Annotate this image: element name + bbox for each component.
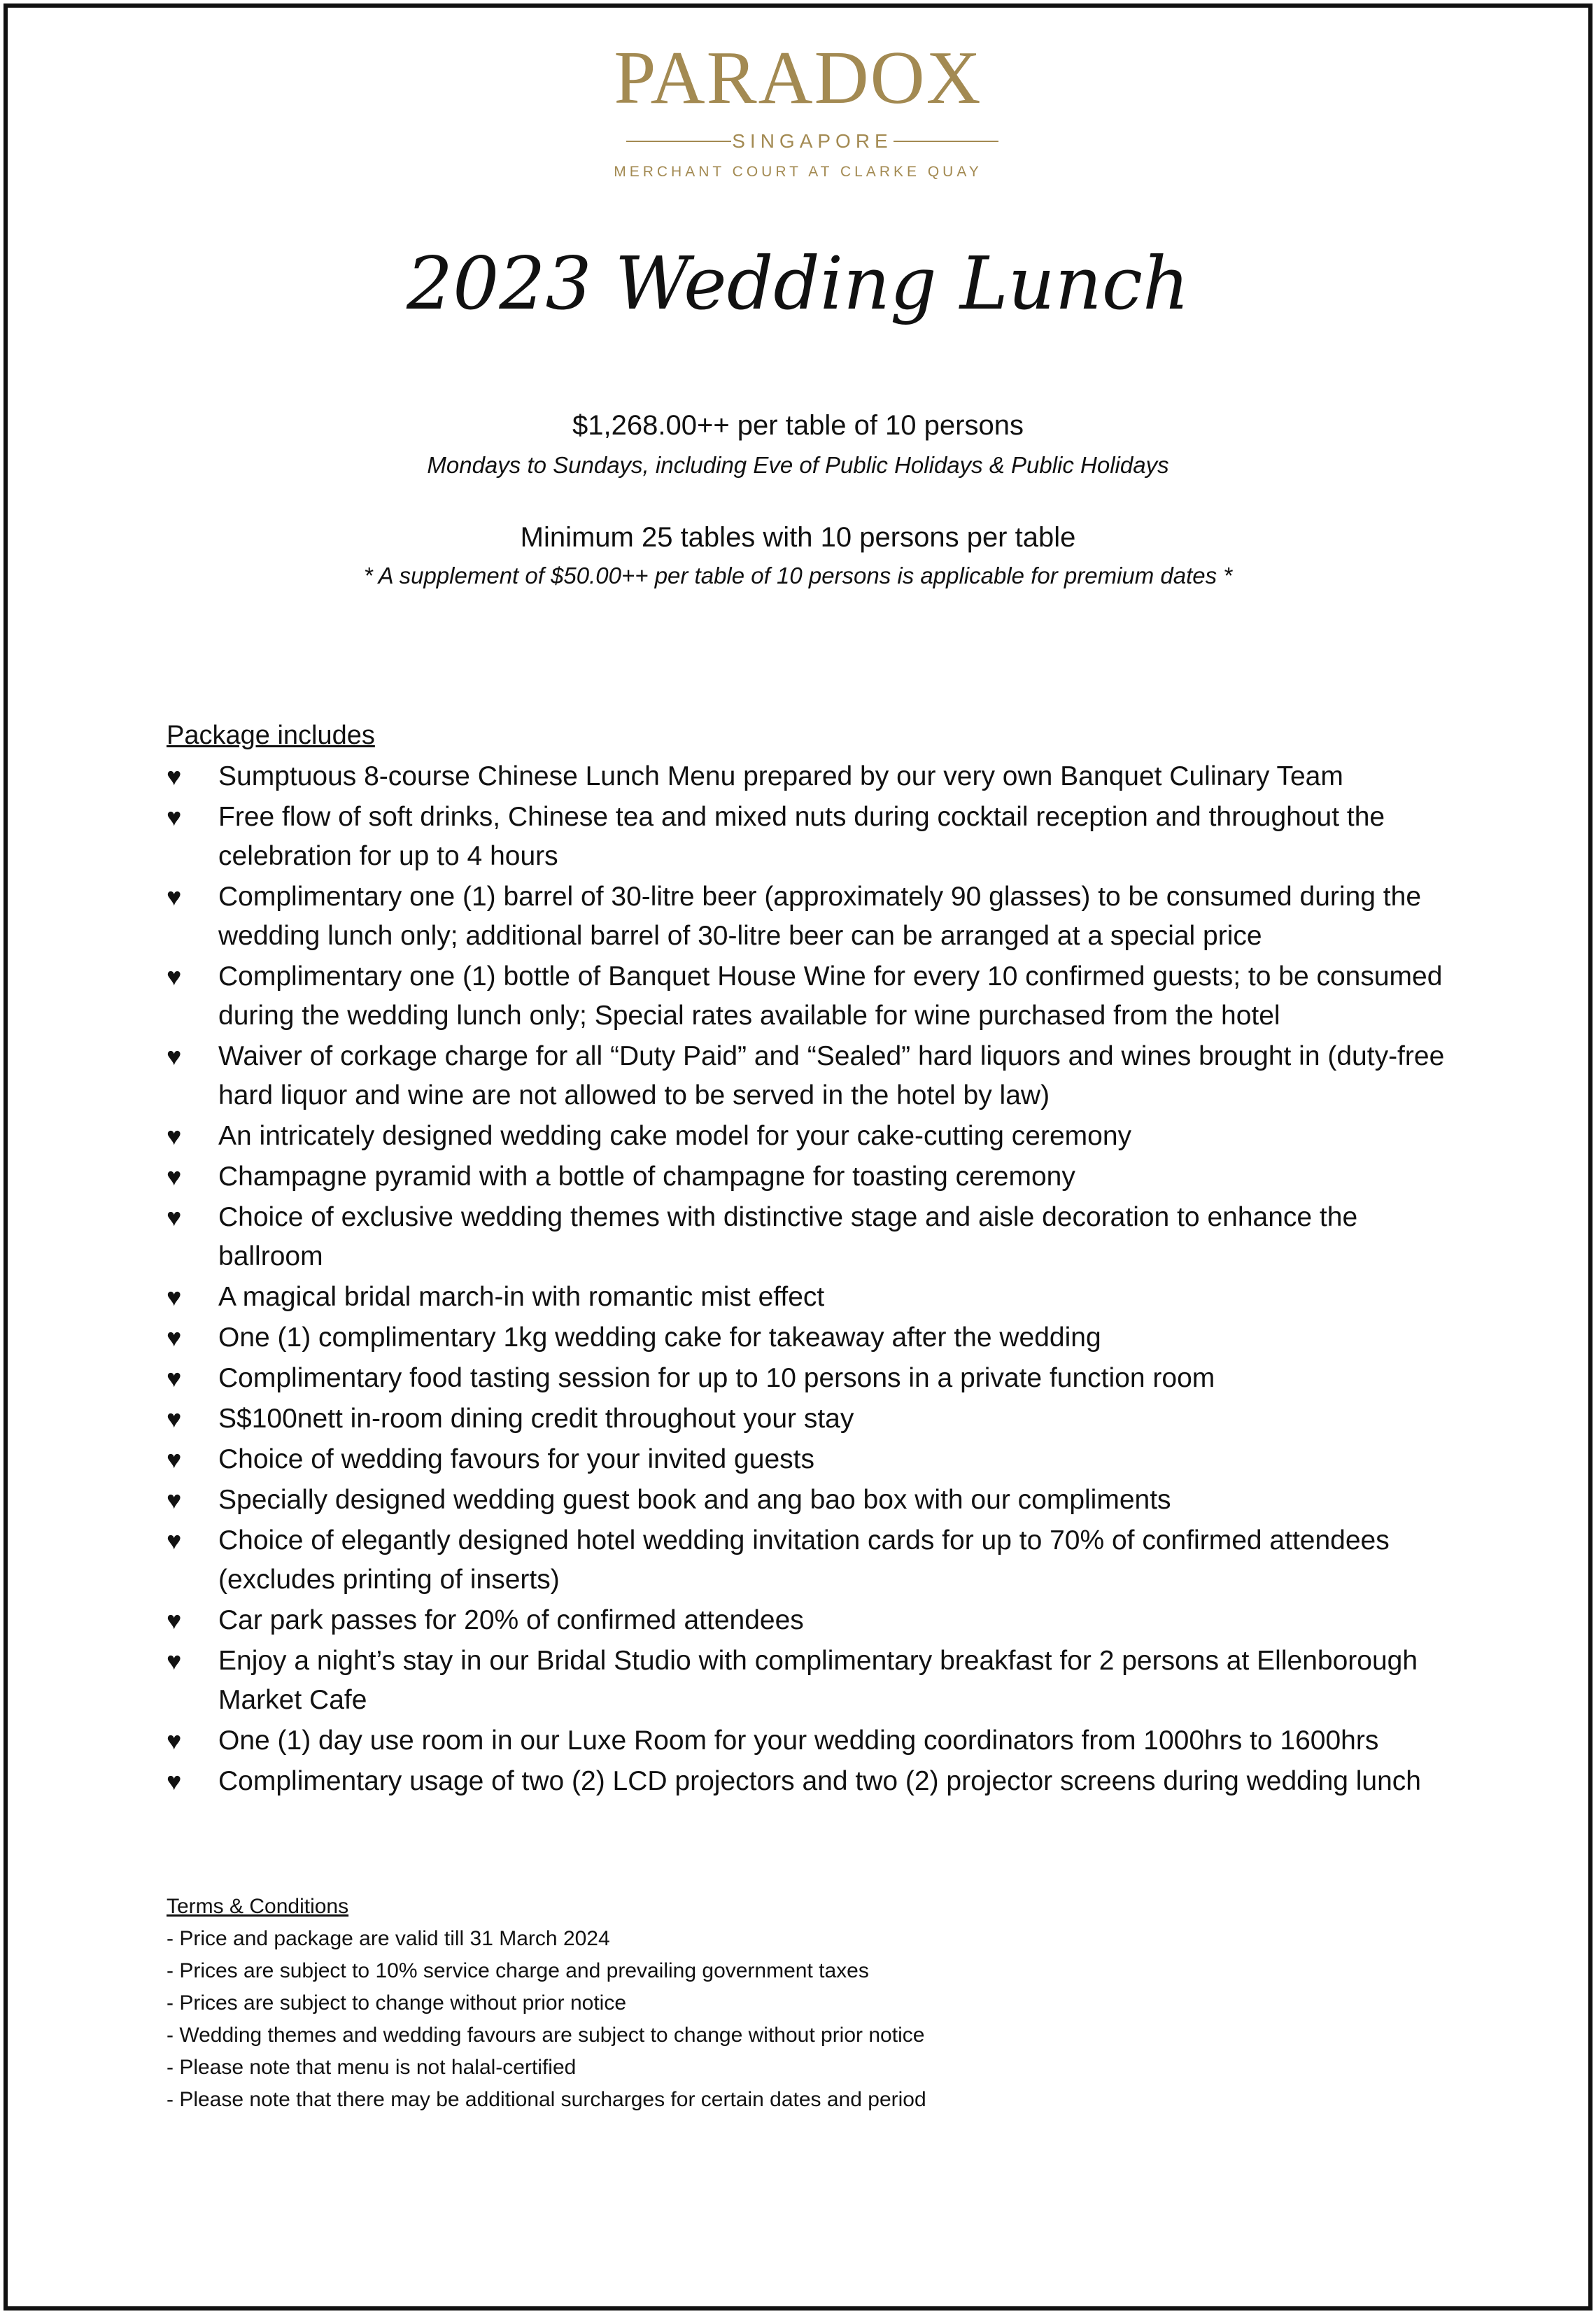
heart-icon: ♥ bbox=[167, 1486, 182, 1514]
terms-item: - Please note that menu is not halal-certified bbox=[167, 2056, 577, 2079]
brand-rule-right bbox=[894, 141, 998, 142]
heart-icon: ♥ bbox=[167, 882, 182, 911]
package-item-text: Complimentary food tasting session for up to 10 persons in a private function room bbox=[218, 1363, 1215, 1393]
page-title: 2023 Wedding Lunch bbox=[407, 241, 1189, 326]
heart-icon: ♥ bbox=[167, 1364, 182, 1392]
brand-subtitle: SINGAPORE bbox=[732, 130, 893, 152]
minimum-tables-line: Minimum 25 tables with 10 persons per table bbox=[520, 522, 1076, 553]
terms-item: - Prices are subject to change without prior notice bbox=[167, 1991, 626, 2015]
package-item bbox=[167, 1278, 1468, 1317]
package-item-text: Choice of wedding favours for your invited guests bbox=[218, 1444, 814, 1474]
heart-icon: ♥ bbox=[167, 1323, 182, 1352]
package-item-text: Free flow of soft drinks, Chinese tea and mixed nuts during cocktail reception and throughout the celebration for up to 4 hours bbox=[218, 802, 1385, 871]
heart-icon: ♥ bbox=[167, 1726, 182, 1755]
heart-icon: ♥ bbox=[167, 1445, 182, 1474]
package-item bbox=[167, 757, 1468, 796]
package-item-text: Enjoy a night’s stay in our Bridal Studio with complimentary breakfast for 2 persons at Ellenborough Market Cafe bbox=[218, 1646, 1418, 1715]
package-item-text: An intricately designed wedding cake model for your cake-cutting ceremony bbox=[218, 1121, 1132, 1151]
terms-item: - Please note that there may be additional surcharges for certain dates and period bbox=[167, 2088, 926, 2111]
heart-icon: ♥ bbox=[167, 1042, 182, 1071]
heart-icon: ♥ bbox=[167, 1606, 182, 1635]
package-item-text: Waiver of corkage charge for all “Duty Paid” and “Sealed” hard liquors and wines brought in (duty-free hard liquor and wine are not allowed to be served in the hotel by law) bbox=[218, 1041, 1445, 1110]
heart-icon: ♥ bbox=[167, 803, 182, 831]
package-item bbox=[167, 1642, 1468, 1720]
package-item-text: Car park passes for 20% of confirmed attendees bbox=[218, 1605, 804, 1635]
package-item bbox=[167, 1721, 1468, 1761]
heart-icon: ♥ bbox=[167, 1203, 182, 1232]
heart-icon: ♥ bbox=[167, 1646, 182, 1675]
package-item bbox=[167, 877, 1468, 956]
heart-icon: ♥ bbox=[167, 1526, 182, 1555]
heart-icon: ♥ bbox=[167, 1162, 182, 1191]
heart-icon: ♥ bbox=[167, 1767, 182, 1796]
package-item-text: Sumptuous 8-course Chinese Lunch Menu prepared by our very own Banquet Culinary Team bbox=[218, 761, 1343, 791]
terms-heading: Terms & Conditions bbox=[167, 1895, 349, 1918]
package-item bbox=[167, 1117, 1468, 1156]
package-item-text: One (1) complimentary 1kg wedding cake for takeaway after the wedding bbox=[218, 1322, 1101, 1353]
package-item-text: Choice of exclusive wedding themes with distinctive stage and aisle decoration to enhance the ballroom bbox=[218, 1202, 1358, 1271]
package-item bbox=[167, 1762, 1468, 1801]
supplement-note: * A supplement of $50.00++ per table of 10 persons is applicable for premium dates * bbox=[363, 563, 1233, 588]
package-item-text: Complimentary one (1) barrel of 30-litre beer (approximately 90 glasses) to be consumed during the wedding lunch only; additional barrel of 30-litre beer can be arranged at a special price bbox=[218, 882, 1422, 951]
package-item bbox=[167, 957, 1468, 1036]
terms-item: - Prices are subject to 10% service charge and prevailing government taxes bbox=[167, 1959, 869, 1982]
package-item bbox=[167, 1481, 1468, 1520]
brand-location: MERCHANT COURT AT CLARKE QUAY bbox=[614, 164, 982, 180]
package-item-text: Champagne pyramid with a bottle of champagne for toasting ceremony bbox=[218, 1162, 1075, 1192]
package-item-text: Complimentary one (1) bottle of Banquet House Wine for every 10 confirmed guests; to be consumed during the wedding lunch only; Special rates available for wine purchased from the hotel bbox=[218, 961, 1443, 1031]
package-item bbox=[167, 1318, 1468, 1357]
heart-icon: ♥ bbox=[167, 1283, 182, 1311]
package-item bbox=[167, 1399, 1468, 1439]
package-item bbox=[167, 1440, 1468, 1479]
package-item-text: A magical bridal march-in with romantic mist effect bbox=[218, 1282, 825, 1312]
package-item bbox=[167, 1521, 1468, 1600]
heart-icon: ♥ bbox=[167, 1122, 182, 1150]
package-item bbox=[167, 1359, 1468, 1398]
package-item-text: One (1) day use room in our Luxe Room for your wedding coordinators from 1000hrs to 1600hrs bbox=[218, 1726, 1379, 1756]
package-list bbox=[167, 757, 1468, 1802]
price-line: $1,268.00++ per table of 10 persons bbox=[572, 410, 1024, 441]
package-item bbox=[167, 1157, 1468, 1197]
heart-icon: ♥ bbox=[167, 1404, 182, 1433]
package-item bbox=[167, 1037, 1468, 1115]
heart-icon: ♥ bbox=[167, 962, 182, 991]
package-item-text: Choice of elegantly designed hotel wedding invitation cards for up to 70% of confirmed attendees (excludes printing of inserts) bbox=[218, 1525, 1390, 1595]
terms-item: - Price and package are valid till 31 March 2024 bbox=[167, 1927, 610, 1950]
package-item-text: S$100nett in-room dining credit throughout your stay bbox=[218, 1404, 854, 1434]
terms-item: - Wedding themes and wedding favours are subject to change without prior notice bbox=[167, 2024, 925, 2047]
heart-icon: ♥ bbox=[167, 762, 182, 791]
package-item bbox=[167, 1601, 1468, 1640]
package-item-text: Specially designed wedding guest book and ang bao box with our compliments bbox=[218, 1485, 1171, 1515]
package-item-text: Complimentary usage of two (2) LCD projectors and two (2) projector screens during wedding lunch bbox=[218, 1766, 1421, 1796]
package-item bbox=[167, 1198, 1468, 1276]
package-heading: Package includes bbox=[167, 721, 375, 750]
terms-section bbox=[167, 1891, 926, 2116]
days-line: Mondays to Sundays, including Eve of Public Holidays & Public Holidays bbox=[427, 452, 1169, 478]
package-item bbox=[167, 798, 1468, 876]
terms-list bbox=[167, 1923, 926, 2116]
brand-subtitle-block bbox=[626, 127, 998, 155]
brand-logo-name: PARADOX bbox=[614, 36, 982, 120]
